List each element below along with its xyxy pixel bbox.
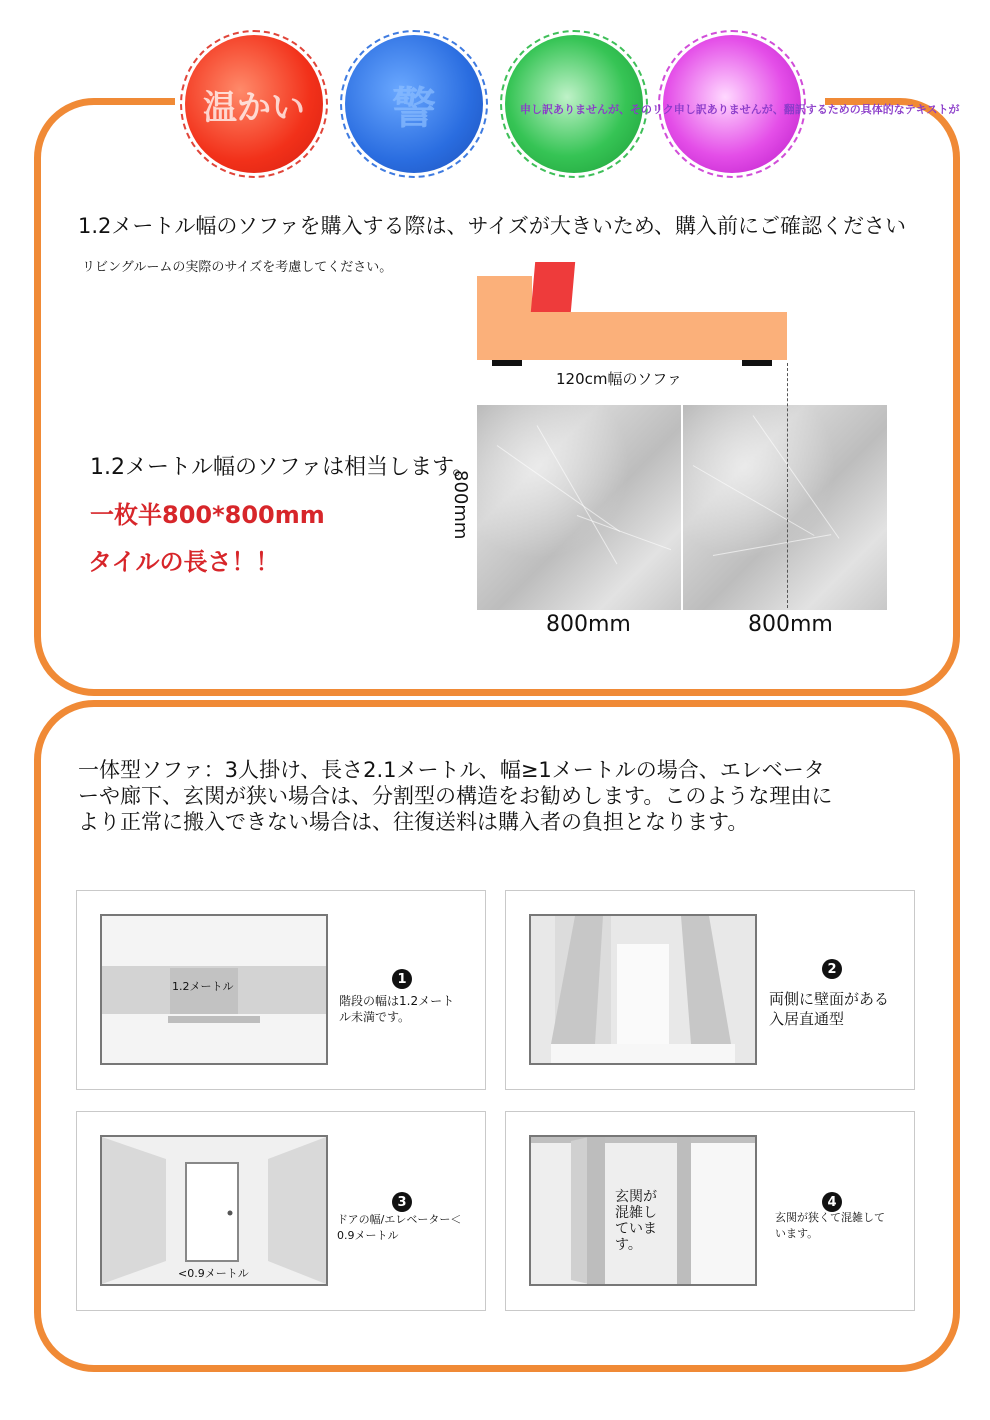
number-badge: 1 <box>392 969 412 989</box>
corridor-illustration <box>529 914 757 1065</box>
tile-width-label: 800mm <box>748 612 833 637</box>
panel-stairs <box>76 890 486 1090</box>
marble-tile <box>683 405 887 610</box>
sofa-leg-left <box>492 360 522 366</box>
tile-width-label: 800mm <box>546 612 631 637</box>
sofa-edge-guide-line <box>787 363 788 608</box>
entrance-label: 玄関が混雑しています。 <box>615 1189 657 1253</box>
number-badge: 4 <box>822 1192 842 1212</box>
sofa-leg-right <box>742 360 772 366</box>
marble-tile <box>477 405 681 610</box>
warm-circle-label: 温かい <box>203 87 305 128</box>
sofa-tile-claim: 1.2メートル幅のソファは相当します。 <box>90 455 475 480</box>
blue-circle <box>345 35 483 173</box>
circle-caption: 申し訳ありませんが、そのリク申し訳ありませんが、翻訳するための具体的なテキストが <box>520 103 960 116</box>
panel-caption: 階段の幅は1.2メートル未満です。 <box>339 994 455 1024</box>
tile-size-text: 一枚半800*800mm <box>90 501 325 529</box>
door-illustration <box>100 1135 328 1286</box>
section1-subtitle: リビングルームの実際のサイズを考慮してください。 <box>82 260 393 275</box>
section2-notice: 一体型ソファ：3人掛け、長さ2.1メートル、幅≥1メートルの場合、エレベーターや廊下、玄関が狭い場合は、分割型の構造をお勧めします。このような理由により正常に搬入できない場合は、往復送料は購入者の負担となります。 <box>78 758 833 834</box>
section1-heading: 1.2メートル幅のソファを購入する際は、サイズが大きいため、購入前にご確認ください <box>78 214 907 238</box>
stairs-illustration <box>100 914 328 1065</box>
sofa-body <box>477 312 787 360</box>
blue-circle-label: 警 <box>392 83 436 134</box>
stairs-width-label: 1.2メートル <box>172 980 234 993</box>
panel-caption: 玄関が狭くて混雑しています。 <box>775 1211 885 1240</box>
sofa-backrest <box>477 276 532 312</box>
panel-entrance <box>505 1111 915 1311</box>
warm-circle <box>185 35 323 173</box>
sofa-cushion <box>531 262 575 312</box>
panel-caption: 両側に壁面がある入居直通型 <box>769 990 890 1028</box>
number-badge: 3 <box>392 1192 412 1212</box>
sofa-caption: 120cm幅のソファ <box>556 370 682 388</box>
entrance-illustration <box>529 1135 757 1286</box>
tile-height-label: 800mm <box>450 470 471 540</box>
panel-corridor <box>505 890 915 1090</box>
number-badge: 2 <box>822 959 842 979</box>
panel-caption: ドアの幅/エレベーター＜0.9メートル <box>337 1213 462 1242</box>
panel-door <box>76 1111 486 1311</box>
door-width-label: <0.9メートル <box>178 1267 249 1280</box>
tile-length-text: タイルの長さ！！ <box>88 548 280 576</box>
